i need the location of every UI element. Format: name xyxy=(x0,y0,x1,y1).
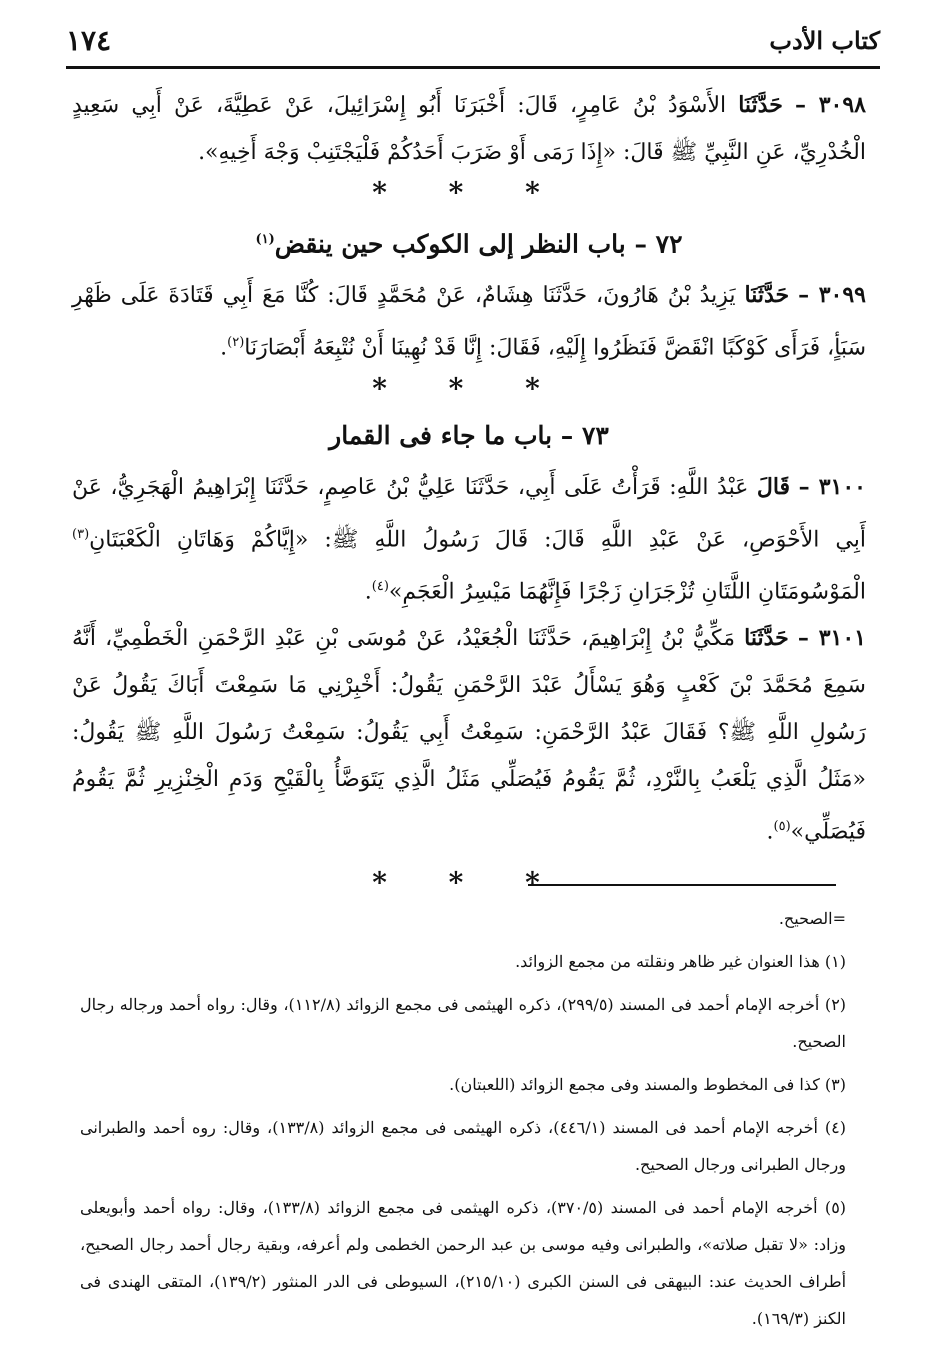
footnote-marker: (٢) xyxy=(227,335,245,351)
chapter-title: ٧٣ – باب ما جاء فى القمار xyxy=(329,420,609,450)
hadith-end: . xyxy=(364,579,372,605)
page-number: ١٧٤ xyxy=(66,23,112,57)
hadith-number: ٣١٠١ – xyxy=(797,625,866,652)
hadith-lead: حَدَّثَنَا xyxy=(744,625,789,652)
hadith-number: ٣٠٩٨ – xyxy=(794,92,866,118)
hadith-number: ٣١٠٠ – xyxy=(798,473,866,500)
chapter-heading-73 xyxy=(72,416,866,456)
hadith-text: يَزِيدُ بْنُ هَارُونَ، حَدَّثَنَا هِشَامٌ، عَنْ مُحَمَّدٍ قَالَ: كُنَّا مَعَ أَبِي قَتَادَةَ عَلَى ظَهْرِ سَبَأٍ، فَرَأَى كَوْكَبًا انْقَضَّ فَنَظَرُوا إِلَيْهِ، فَقَالَ: إِنَّا قَدْ نُهِينَا أَنْ نُتْبِعَهُ أَبْصَارَنَا xyxy=(72,283,866,361)
hadith-3100 xyxy=(72,464,866,616)
hadith-number: ٣٠٩٩ – xyxy=(798,282,866,309)
hadith-3098 xyxy=(72,82,866,176)
hadith-end: . xyxy=(766,819,774,845)
hadith-text: عَبْدُ اللَّهِ: قَرَأْتُ عَلَى أَبِي، حَدَّثَنَا عَلِيُّ بْنُ عَاصِمٍ، حَدَّثَنَا إِبْرَاهِيمُ الْهَجَرِيُّ، عَنْ أَبِي الأَحْوَصِ، عَنْ عَبْدِ اللَّهِ قَالَ: قَالَ رَسُولُ اللَّهِ ﷺ: «إِيَّاكُمْ وَهَاتَانِ الْكَعْبَتَانِ xyxy=(72,474,866,552)
footnote-5: (٥) أخرجه الإمام أحمد فى المسند (٣٧٠/٥)، ذكره الهيثمى فى مجمع الزوائد (١٣٣/٨)، وقال: رواه أحمد وأبويعلى وزاد: «لا تقبل صلاته»، والطبرانى وفيه موسى بن عبد الرحمن الخطمى ولم أعرفه، وبقية رجال أحمد رجال الصحيح، أطراف الحديث عند: البيهقى فى السنن الكبرى (٢١٥/١٠)، السيوطى فى الدر المنثور (١٣٩/٢)، المتقى الهندى فى الكنز (١٦٩/٣). xyxy=(80,1198,847,1328)
hadith-lead: حَدَّثَنَا xyxy=(744,282,790,309)
hadith-text: مَكِّيُّ بْنُ إِبْرَاهِيمَ، حَدَّثَنَا الْجُعَيْدُ، عَنْ مُوسَى بْنِ عَبْدِ الرَّحْمَنِ الْخَطْمِيِّ، أَنَّهُ سَمِعَ مُحَمَّدَ بْنَ كَعْبٍ وَهُوَ يَسْأَلُ عَبْدَ الرَّحْمَنِ يَقُولُ: أَخْبِرْنِي مَا سَمِعْتَ أَبَاكَ يَقُولُ عَنْ رَسُولِ اللَّهِ ﷺ؟ فَقَالَ عَبْدُ الرَّحْمَنِ: سَمِعْتُ أَبِي يَقُولُ: سَمِعْتُ رَسُولَ اللَّهِ ﷺ يَقُولُ: «مَثَلُ الَّذِي يَلْعَبُ بِالنَّرْدِ، ثُمَّ يَقُومُ فَيُصَلِّي مَثَلُ الَّذِي يَتَوَضَّأُ بِالْقَيْحِ وَدَمِ الْخِنْزِيرِ ثُمَّ يَقُومُ فَيُصَلِّي» xyxy=(72,626,866,845)
chapter-title: ٧٢ – باب النظر إلى الكوكب حين ينقض xyxy=(274,229,683,259)
footnote-marker: (١) xyxy=(255,232,275,247)
footnote-marker: (٥) xyxy=(773,819,791,835)
footnotes xyxy=(80,884,846,1343)
hadith-3101 xyxy=(72,615,866,855)
footnote-3: (٣) كذا فى المخطوط والمسند وفى مجمع الزوائد (اللعبتان). xyxy=(449,1075,846,1094)
footnote-marker: (٣) xyxy=(72,526,90,542)
footnote-4: (٤) أخرجه الإمام أحمد فى المسند (٤٤٦/١)، ذكره الهيثمى فى مجمع الزوائد (١٣٣/٨)، وقال: روه أحمد والطبرانى ورجال الطبرانى ورجال الصحيح. xyxy=(80,1118,846,1174)
hadith-3099 xyxy=(72,272,866,371)
section-divider-stars: * * * xyxy=(372,865,566,899)
hadith-text-continued: الْمَوْسُومَتَانِ اللَّتَانِ تُزْجَرَانِ زَجْرًا فَإِنَّهُمَا مَيْسِرُ الْعَجَمِ» xyxy=(388,579,866,605)
section-divider-stars: * * * xyxy=(372,371,566,405)
book-title: كتاب الأدب xyxy=(769,25,880,55)
footnote-continuation: =الصحيح. xyxy=(778,909,846,928)
hadith-lead: قَالَ xyxy=(756,473,791,500)
hadith-lead: حَدَّثَنَا xyxy=(738,92,783,118)
chapter-heading-72 xyxy=(72,220,866,264)
hadith-end: . xyxy=(220,335,228,361)
hadith-text: الأَسْوَدُ بْنُ عَامِرٍ، قَالَ: أَخْبَرَنَا أَبُو إِسْرَائِيلَ، عَنْ عَطِيَّةَ، عَنْ أَبِي سَعِيدٍ الْخُدْرِيِّ، عَنِ النَّبِيِّ ﷺ قَالَ: «إِذَا رَمَى أَوْ ضَرَبَ أَحَدُكُمْ فَلْيَجْتَنِبْ وَجْهَ أَخِيهِ». xyxy=(72,93,866,165)
page-body xyxy=(72,82,866,900)
page-header xyxy=(66,14,880,69)
footnote-1: (١) هذا العنوان غير ظاهر ونقلته من مجمع الزوائد. xyxy=(515,952,846,971)
section-divider-stars: * * * xyxy=(372,176,566,209)
footnote-2: (٢) أخرجه الإمام أحمد فى المسند (٢٩٩/٥)، ذكره الهيثمى فى مجمع الزوائد (١١٢/٨)، وقال: رواه أحمد ورجاله رجال الصحيح. xyxy=(80,995,847,1051)
footnote-marker: (٤) xyxy=(371,578,389,594)
